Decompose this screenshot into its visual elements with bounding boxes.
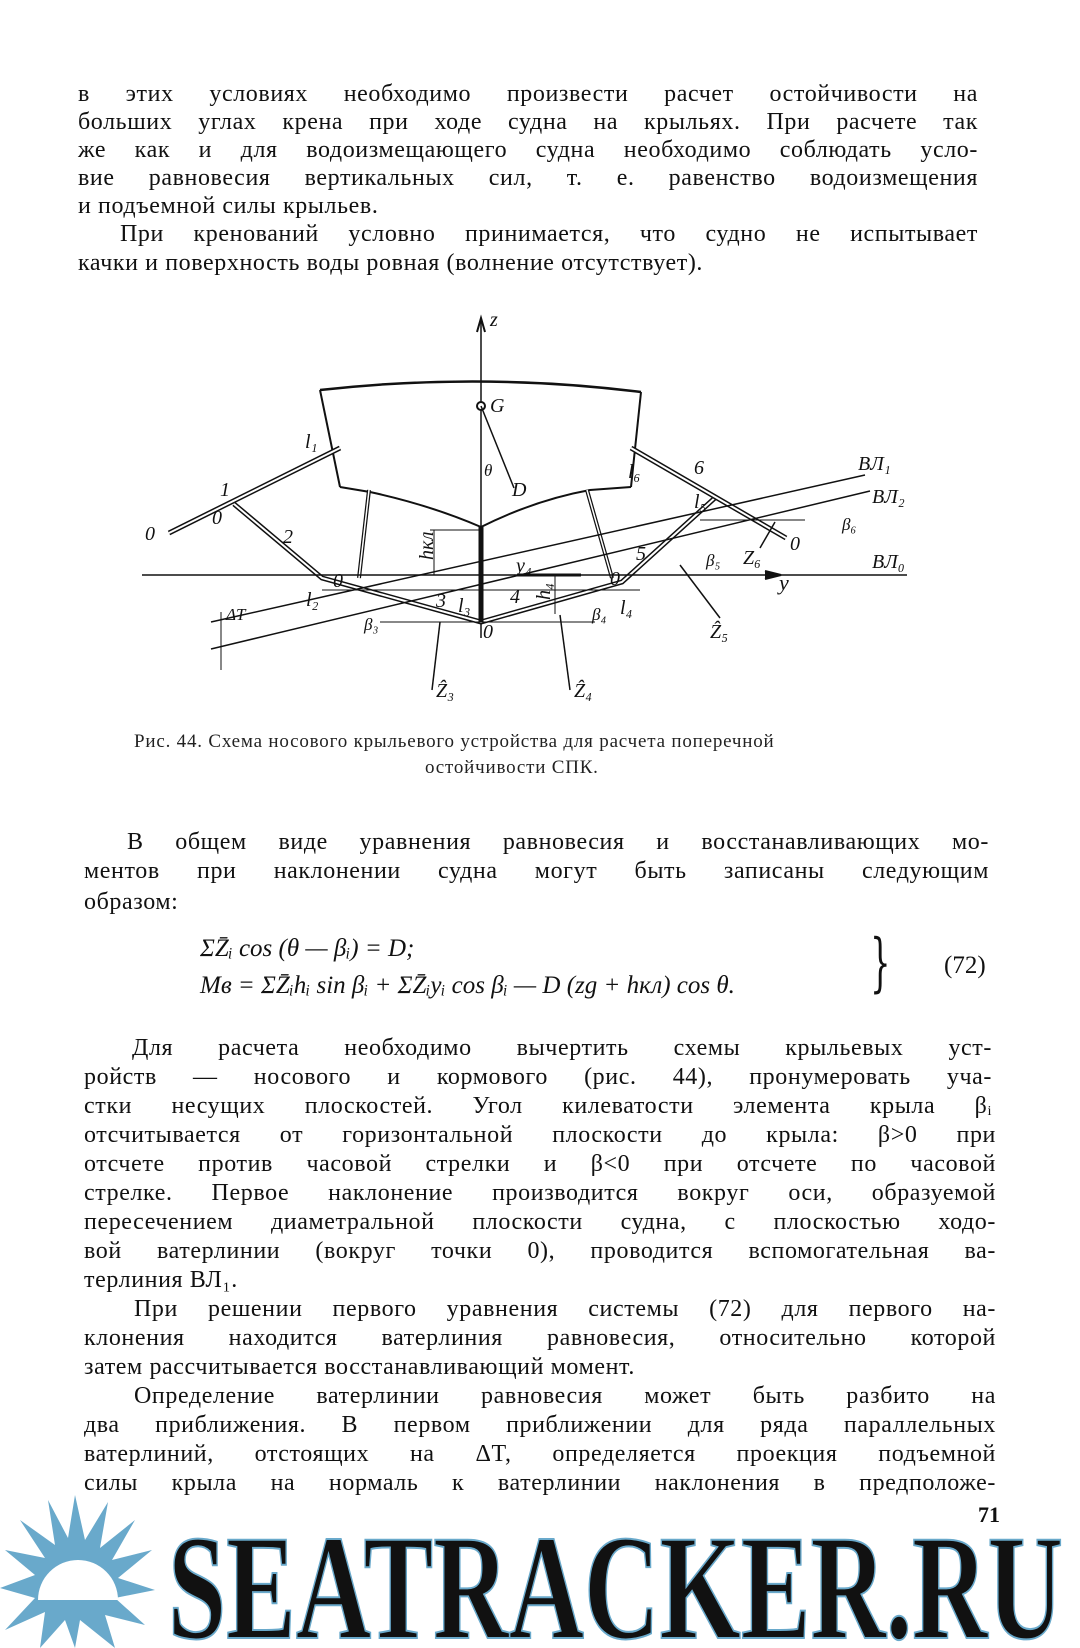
text-line: образом:: [84, 889, 179, 915]
label: ВЛ₂: [872, 486, 905, 508]
text-line: В общем виде уравнения равновесия и восстанавливающих мо-: [127, 829, 989, 855]
figure-caption: остойчивости СПК.: [425, 757, 599, 778]
label: Ẑ₃: [436, 680, 455, 702]
label: y: [779, 570, 789, 595]
label: 0: [790, 533, 800, 555]
text-line: При кренований условно принимается, что судно не испытывает: [120, 221, 978, 247]
text-line: затем рассчитывается восстанавливающий момент.: [84, 1354, 635, 1380]
label: β₃: [364, 615, 379, 634]
equation-number: [944, 952, 986, 980]
text-line: два приближения. В первом приближении для ряда параллельных: [84, 1412, 996, 1438]
label: l₂: [306, 589, 319, 611]
label: 2: [283, 526, 293, 548]
label: l₁: [305, 431, 318, 453]
label: β₆: [842, 515, 857, 534]
label: ВЛ₀: [872, 551, 905, 573]
text-line: отсчете против часовой стрелки и β<0 при отсчете по часовой: [84, 1151, 996, 1177]
text-line: стрелке. Первое наклонение производится вокруг оси, образуемой: [84, 1180, 996, 1206]
label: β₅: [706, 551, 721, 570]
label: 0: [333, 570, 343, 592]
label: hкл: [416, 531, 438, 560]
label: Z₆: [743, 547, 762, 569]
text-line: качки и поверхность воды ровная (волнение отсутствует).: [78, 250, 704, 276]
text-line: ментов при наклонении судна могут быть записаны следующим: [84, 858, 989, 884]
sun-icon: [0, 1495, 155, 1648]
hydrofoil-diagram: [0, 300, 1080, 720]
text-line: вие равновесия вертикальных сил, т. е. равенство водоизмещения: [78, 165, 978, 191]
label: l₅: [694, 491, 707, 513]
label: θ: [484, 461, 493, 480]
label: ВЛ₁: [858, 453, 891, 475]
label: 5: [636, 543, 646, 565]
label: 0: [610, 568, 620, 590]
label: ΔT: [226, 605, 246, 624]
text-line: же как и для водоизмещающего судна необходимо соблюдать усло-: [78, 137, 978, 163]
label: 1: [220, 479, 230, 501]
seatracker-watermark: [0, 1490, 1080, 1648]
text-line: Для расчета необходимо вычертить схемы крыльевых уст-: [132, 1035, 992, 1061]
page-number: 71: [978, 1502, 1000, 1527]
label: l₃: [458, 595, 471, 617]
text-line: в этих условиях необходимо произвести расчет остойчивости на: [78, 81, 978, 107]
label: Ẑ₄: [574, 680, 593, 702]
label: 3: [436, 590, 446, 612]
text-line: и подъемной силы крыльев.: [78, 193, 379, 219]
label: h₄: [533, 583, 555, 600]
text-line: Определение ватерлинии равновесия может быть разбито на: [134, 1383, 996, 1409]
text-line: отсчитывается от горизонтальной плоскости до крыла: β>0 при: [84, 1122, 996, 1148]
label: z: [490, 309, 498, 331]
text-line: силы крыла на нормаль к ватерлинии наклонения в предположе-: [84, 1470, 996, 1496]
text-line: больших углах крена при ходе судна на крыльях. При расчете так: [78, 109, 978, 135]
label: y₄: [516, 555, 532, 577]
label: β₄: [592, 605, 607, 624]
label: 6: [694, 457, 704, 479]
equation-number-text: (72): [944, 952, 986, 979]
text-line: терлиния ВЛ₁.: [84, 1267, 238, 1293]
label: 4: [510, 586, 520, 608]
equation-line: ΣZ̄ᵢ cos (θ — βᵢ) = D;: [200, 935, 415, 962]
figure-caption: Рис. 44. Схема носового крыльевого устройства для расчета поперечной: [134, 731, 775, 752]
label: Ẑ₅: [710, 621, 729, 643]
equation-line: Mв = ΣZ̄ᵢhᵢ sin βᵢ + ΣZ̄ᵢyᵢ cos βᵢ — D (zg + hкл) cos θ.: [200, 972, 735, 999]
text-line: стки несущих плоскостей. Угол килеватости элемента крыла βᵢ: [84, 1093, 992, 1119]
text-line: При решении первого уравнения системы (72) для первого на-: [134, 1296, 996, 1322]
label: l₄: [620, 597, 633, 619]
label: 0: [212, 507, 222, 529]
text-line: ватерлиний, отстоящих на ΔT, определяется проекция подъемной: [84, 1441, 996, 1467]
label: 0: [483, 621, 493, 643]
label: 0: [145, 523, 155, 545]
label: l₆: [628, 461, 641, 483]
text-line: пересечением диаметральной плоскости судна, с плоскостью ходо-: [84, 1209, 996, 1235]
text-line: вой ватерлинии (вокруг точки 0), проводится вспомогательная ва-: [84, 1238, 996, 1264]
watermark-text: SEATRACKER.RU: [168, 1505, 1063, 1648]
text-line: ройств — носового и кормового (рис. 44), пронумеровать уча-: [84, 1064, 992, 1090]
text-line: клонения находится ватерлиния равновесия, относительно которой: [84, 1325, 996, 1351]
label: D: [512, 479, 527, 501]
equation-brace: }: [870, 926, 891, 1000]
label: G: [490, 395, 505, 417]
